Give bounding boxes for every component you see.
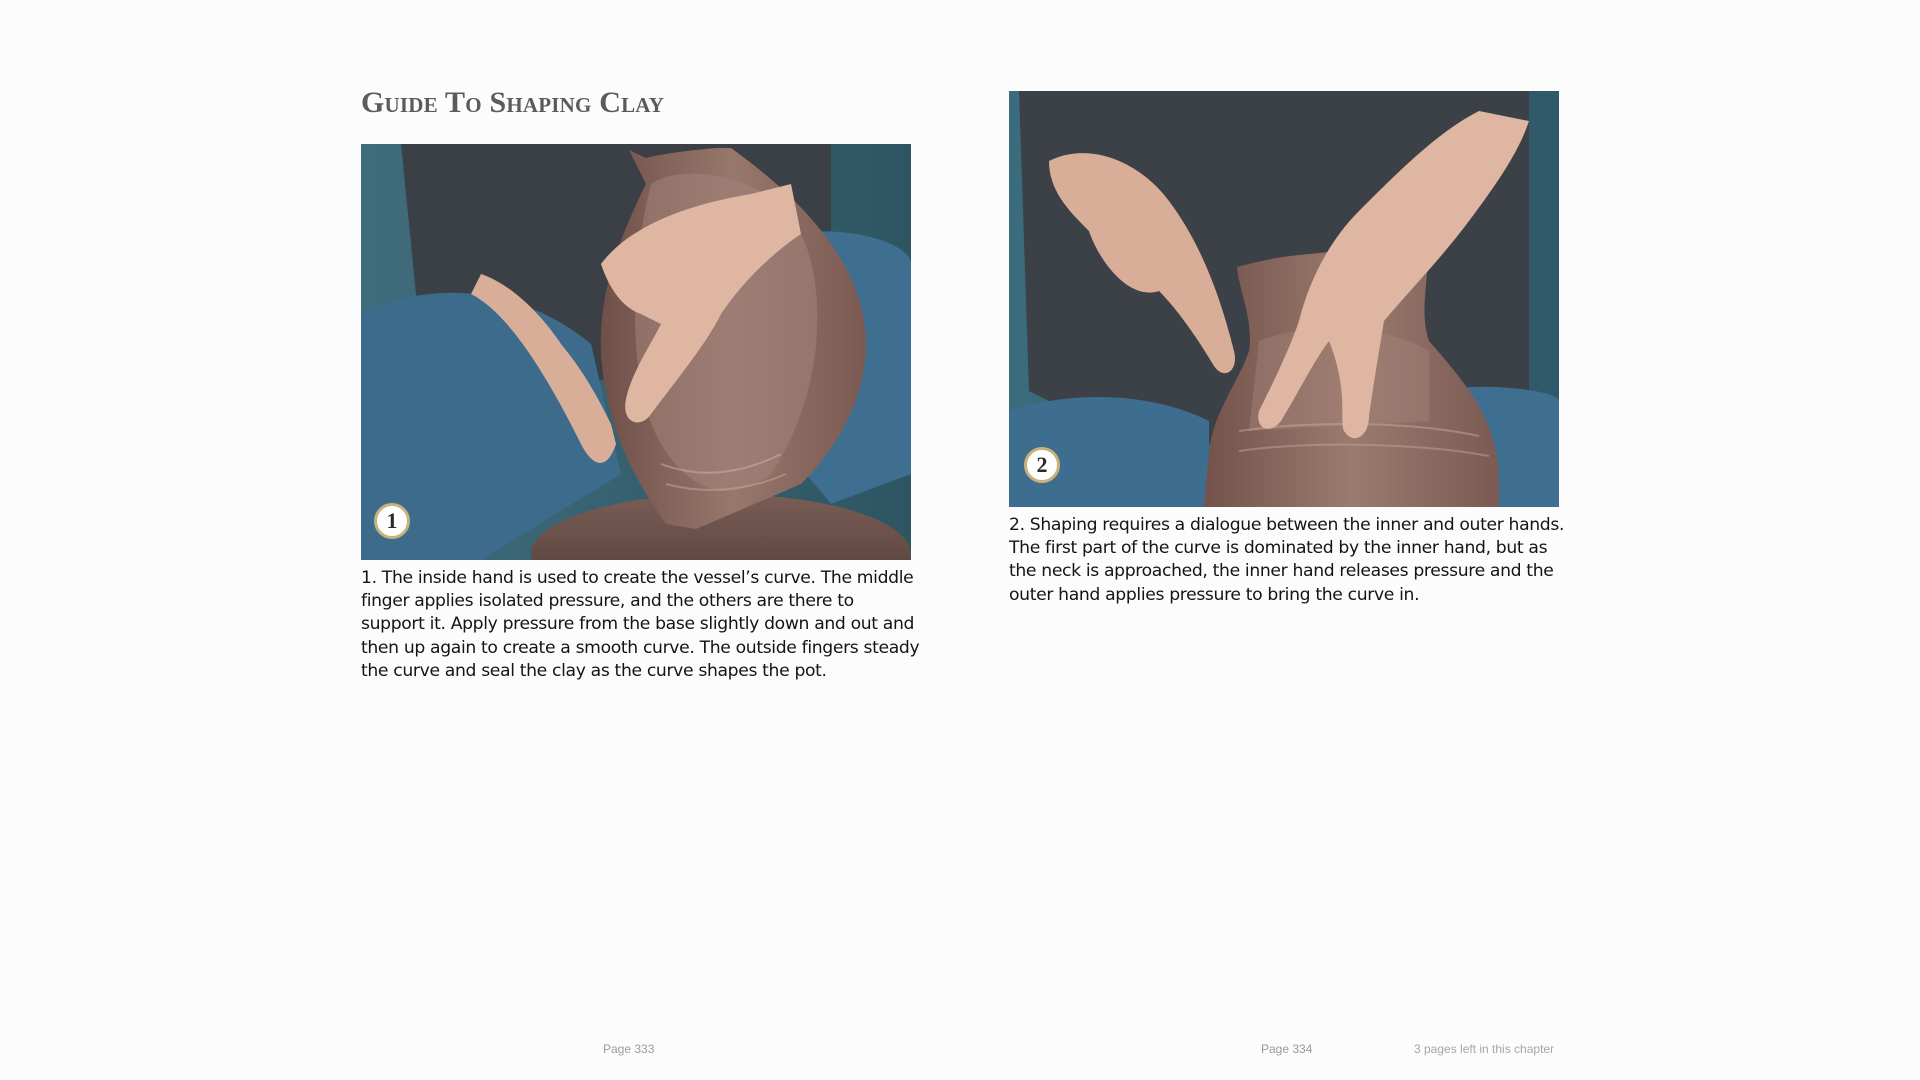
page-number-334: Page 334 xyxy=(1261,1042,1313,1056)
step-2-caption: 2. Shaping requires a dialogue between the inner and outer hands. The first part of the curve is dominated by the inner hand, but as the neck is approached, the inner hand releases pressure and the outer hand applies pressure to bring the curve in. xyxy=(1009,515,1565,605)
step-2-badge-icon: 2 xyxy=(1024,447,1060,483)
step-1-badge-icon: 1 xyxy=(374,503,410,539)
left-page xyxy=(361,0,920,1080)
step-1-caption: 1. The inside hand is used to create the vessel’s curve. The middle finger applies isolated pressure, and the others are there to support it. Apply pressure from the base slightly down and out and then up again to create a smooth curve. The outside fingers steady the curve and seal the clay as the curve shapes the pot. xyxy=(361,568,920,681)
chapter-title: Guide To Shaping Clay xyxy=(361,86,665,119)
pottery-photo-step-2 xyxy=(1009,91,1559,507)
page-number-333: Page 333 xyxy=(603,1042,655,1056)
right-page xyxy=(1009,0,1565,1080)
pages-left-in-chapter: 3 pages left in this chapter xyxy=(1414,1042,1555,1056)
pottery-photo-step-1 xyxy=(361,144,911,560)
